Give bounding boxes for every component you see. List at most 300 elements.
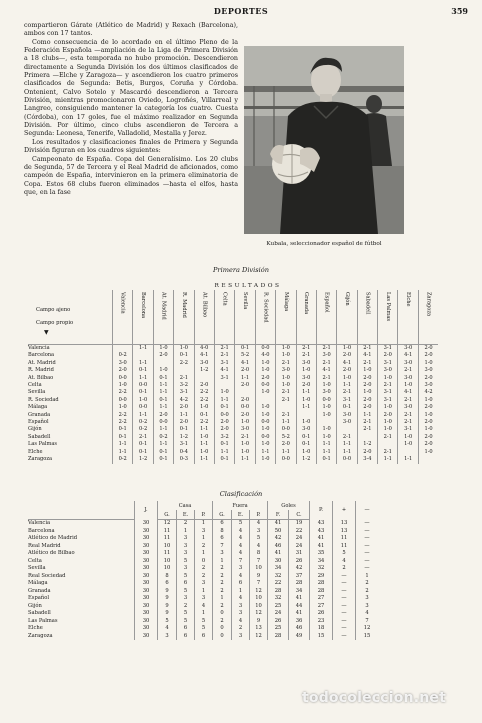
results-score: 4-1 [316,367,336,374]
results-score: 1-1 [337,382,357,389]
classification-cell-cg: 9 [158,610,177,618]
classification-cell-fp: 10 [250,595,268,603]
down-arrow-icon: ▼ [44,329,49,336]
results-score: 2-1 [337,389,357,396]
results-score: 2-0 [418,345,438,353]
results-score: 2-0 [357,397,377,404]
results-col-label: Sabadell [364,292,371,315]
results-row [28,345,438,353]
classification-cell-j: 30 [135,573,158,581]
results-row [28,352,438,359]
results-score: 1-0 [296,397,316,404]
results-col-header [316,290,336,345]
results-score: 2-1 [296,352,316,359]
results-score: 3-1 [378,389,398,396]
classification-cell-cp: 6 [195,633,213,641]
header-away-g: G. [213,510,232,520]
section-title-primera: Primera División [213,266,269,274]
results-col-header [133,290,153,345]
results-score: 2-2 [113,412,133,419]
results-score: 1-2 [194,367,214,374]
classification-team-name: Las Palmas [28,617,58,624]
results-score [194,375,214,382]
classification-cell-p: 29 [310,573,333,581]
header-points: P. [310,501,333,520]
classification-cell-cg: 9 [158,588,177,596]
classification-cell-fe: 4 [232,595,250,603]
header-goals-for: F. [268,510,289,520]
classification-cell-gc: 31 [289,550,310,558]
classification-cell-p: 32 [310,565,333,573]
running-title: DEPORTES [213,6,269,16]
results-score: 1-0 [255,404,275,411]
classification-cell-p: 43 [310,528,333,536]
results-score: 3-1 [214,375,234,382]
classification-cell-cp: 5 [195,618,213,626]
results-score: 4-1 [194,352,214,359]
results-col-header [337,290,357,345]
classification-cell-gf: 50 [268,528,289,536]
results-team-name: Sevilla [28,389,46,396]
header-home-g: G. [158,510,177,520]
classification-cell-cp: 0 [195,558,213,566]
classification-row [28,610,378,618]
results-score: 1-1 [357,412,377,419]
header-goals-against: C. [289,510,310,520]
header-fuera: Fuera [213,501,268,510]
results-score: 2-2 [113,419,133,426]
classification-cell-fp: 9 [250,618,268,626]
results-row [28,419,438,426]
results-score: 2-0 [357,449,377,456]
results-score: 2-1 [398,412,418,419]
classification-cell-ce: 3 [177,565,195,573]
classification-team-name: Celta [28,557,42,564]
classification-row [28,573,378,581]
results-col-header [418,290,438,345]
header-away-p: P. [250,510,268,520]
results-score: 2-1 [357,419,377,426]
results-banner: RESULTADOS [214,283,282,289]
classification-cell-cg: 4 [158,625,177,633]
classification-cell-gc: 24 [289,543,310,551]
classification-cell-cp: 2 [195,565,213,573]
results-score: 2-1 [276,360,296,367]
photo-caption: Kubala, seleccionador español de fútbol [266,241,382,247]
classification-cell-cg: 9 [158,603,177,611]
classification-cell-ce: 5 [177,558,195,566]
results-score: 2-1 [276,389,296,396]
results-score: 2-0 [357,382,377,389]
results-score: 2-1 [296,345,316,353]
classification-cell-p: 34 [310,558,333,566]
classification-cell-fg: 2 [213,573,232,581]
classification-cell-p: 23 [310,618,333,626]
watermark-logo: todocoleccion.net [302,690,447,706]
results-score: 4-1 [357,352,377,359]
header-home-p: P. [195,510,213,520]
classification-cell-cg: 12 [158,520,177,528]
results-score [174,367,194,374]
classification-cell-plus: — [333,595,356,603]
classification-row [28,558,378,566]
classification-cell-fe: 6 [232,580,250,588]
results-score: 4-1 [398,352,418,359]
classification-cell-plus: — [333,588,356,596]
classification-cell-fp: 7 [250,580,268,588]
results-col-label: At. Bilbao [201,292,208,318]
classification-cell-fp: 8 [250,550,268,558]
classification-table [28,501,378,640]
results-col-label: Granada [303,292,310,315]
results-score: 4-1 [398,389,418,396]
results-team-name: Málaga [28,404,48,411]
classification-team-name: Granada [28,587,51,594]
results-score: 1-0 [296,367,316,374]
classification-team-name: Gijón [28,602,42,609]
header-plus: + [333,501,356,520]
results-score: 0-1 [113,426,133,433]
results-score: 1-1 [133,360,153,367]
results-score: 3-0 [296,360,316,367]
results-score [113,345,133,353]
classification-cell-minus: 3 [356,595,379,603]
results-score: 0-1 [235,345,255,353]
results-score: 1-1 [214,397,234,404]
results-col-label: R. Madrid [180,292,187,318]
results-score [337,426,357,433]
results-score: 1-0 [255,360,275,367]
classification-cell-j: 30 [135,565,158,573]
results-score [316,419,336,426]
results-score: 2-1 [316,360,336,367]
classification-team-name: Atlético de Bilbao [28,550,75,556]
results-score: 1-2 [174,434,194,441]
results-score: 1-0 [418,360,438,367]
results-score: 2-0 [418,375,438,382]
results-score: 2-0 [153,352,173,359]
results-score: 1-0 [133,397,153,404]
results-team-name: Zaragoza [28,456,53,463]
results-score: 1-1 [337,449,357,456]
classification-cell-plus: — [333,603,356,611]
results-score: 3-1 [398,426,418,433]
classification-cell-fe: 7 [232,558,250,566]
classification-cell-cg: 10 [158,558,177,566]
results-score: 1-0 [113,382,133,389]
classification-header-row [28,501,378,510]
classification-cell-minus: — [356,528,379,536]
results-score: 0-1 [337,404,357,411]
classification-cell-fp: 10 [250,565,268,573]
classification-cell-gc: 36 [289,618,310,626]
results-score: 0-1 [153,449,173,456]
results-col-header [235,290,255,345]
classification-team-name: Atlético de Madrid [28,535,78,541]
results-score: 1-0 [255,389,275,396]
results-team-name: Elche [28,448,43,455]
corner-away-label: Campo ajeno [36,307,71,313]
results-score: 1-1 [153,441,173,448]
results-score: 2-1 [276,412,296,419]
results-score: 1-0 [235,441,255,448]
classification-cell-gf: 41 [268,520,289,528]
classification-row [28,565,378,573]
classification-cell-gf: 34 [268,565,289,573]
results-row [28,441,438,448]
results-score: 3-0 [296,426,316,433]
results-score: 1-0 [316,426,336,433]
classification-cell-gc: 41 [289,595,310,603]
results-score [398,449,418,456]
results-score: 2-1 [357,426,377,433]
results-col-label: Málaga [282,292,289,312]
classification-row [28,588,378,596]
classification-row [28,550,378,558]
results-score: 1-1 [133,345,153,353]
results-score: 2-0 [296,382,316,389]
corner-home-label: Campo propio [36,320,74,326]
results-score: 0-0 [276,426,296,433]
results-score: 0-1 [296,434,316,441]
results-score: 2-0 [337,367,357,374]
classification-cell-fg: 2 [213,603,232,611]
results-score: 2-0 [357,375,377,382]
results-score: 1-0 [378,375,398,382]
classification-cell-gf: 25 [268,625,289,633]
page-number: 359 [451,6,468,16]
results-corner [28,290,113,345]
classification-team-name: Zaragoza [28,632,53,639]
classification-cell-j: 30 [135,535,158,543]
classification-cell-minus: — [356,550,379,558]
results-header-row [28,290,438,345]
classification-cell-j: 30 [135,625,158,633]
classification-team-name: Elche [28,625,43,631]
results-team-name: Las Palmas [28,441,57,448]
results-score: 1-0 [418,412,438,419]
classification-cell-minus: 2 [356,588,379,596]
results-col-label: Celta [221,292,228,306]
classification-cell-gf: 30 [268,558,289,566]
classification-cell-fg: 2 [213,565,232,573]
classification-cell-p: 15 [310,633,333,641]
classification-cell-fe: 4 [232,550,250,558]
results-score: 0-2 [133,419,153,426]
classification-cell-cg: 9 [158,595,177,603]
section-title-clasificacion: Clasificación [219,490,263,498]
classification-cell-ce: 6 [177,625,195,633]
results-col-header [194,290,214,345]
classification-row [28,595,378,603]
results-score: 2-1 [398,367,418,374]
results-score [153,360,173,367]
classification-cell-ce: 5 [177,573,195,581]
results-score: 1-1 [276,449,296,456]
classification-cell-fg: 2 [213,580,232,588]
results-score: 1-0 [194,434,214,441]
classification-cell-plus: 13 [333,528,356,536]
classification-cell-minus: 7 [356,618,379,626]
classification-cell-minus: 4 [356,610,379,618]
results-score: 1-0 [255,441,275,448]
results-score: 2-1 [276,397,296,404]
results-score: 2-1 [398,419,418,426]
results-score: 2-0 [418,441,438,448]
results-score: 2-0 [235,367,255,374]
results-score: 1-0 [214,389,234,396]
classification-cell-plus: — [333,618,356,626]
classification-cell-cp: 1 [195,520,213,528]
results-score: 2-1 [316,375,336,382]
classification-cell-ce: 3 [177,550,195,558]
classification-cell-cp: 4 [195,603,213,611]
results-score: 1-0 [398,434,418,441]
results-score: 2-2 [174,360,194,367]
results-score: 1-0 [378,426,398,433]
results-score: 2-1 [316,345,336,353]
results-table [28,290,438,464]
results-score: 1-2 [357,441,377,448]
classification-row [28,633,378,641]
classification-cell-minus: 1 [356,573,379,581]
classification-cell-fp: 3 [250,528,268,536]
results-score: 0-1 [133,449,153,456]
paragraph: Los resultados y clasificaciones finales de Primera y Segunda División figuran en los cuadros siguientes: [24,138,238,155]
results-score: 0-2 [113,352,133,359]
results-score: 2-1 [133,434,153,441]
classification-team-name: Real Sociedad [28,572,66,579]
header-away-e: E. [232,510,250,520]
results-score: 2-0 [214,426,234,433]
results-col-header [153,290,173,345]
results-score: 1-0 [357,389,377,396]
results-score: 2-1 [174,375,194,382]
results-score: 3-2 [174,382,194,389]
results-score: 4-0 [255,352,275,359]
results-col-header [296,290,316,345]
results-score: 3-0 [398,375,418,382]
results-score: 0-0 [276,456,296,463]
results-col-header [214,290,234,345]
results-score: 1-0 [276,382,296,389]
classification-cell-ce: 6 [177,633,195,641]
results-score: 1-0 [194,449,214,456]
results-col-header [357,290,377,345]
classification-cell-ce: 2 [177,520,195,528]
results-score: 0-4 [174,449,194,456]
results-score: 2-0 [418,352,438,359]
results-score: 2-1 [378,434,398,441]
classification-cell-fe: 4 [232,543,250,551]
results-score: 2-0 [255,375,275,382]
results-score: 0-0 [337,456,357,463]
classification-cell-plus: — [333,625,356,633]
results-score: 3-0 [194,360,214,367]
results-score: 1-0 [418,449,438,456]
results-score: 1-1 [337,441,357,448]
classification-cell-p: 28 [310,588,333,596]
results-score: 1-1 [235,375,255,382]
results-score: 1-1 [398,456,418,463]
classification-cell-j: 30 [135,558,158,566]
results-score [133,352,153,359]
results-score: 1-0 [235,449,255,456]
results-score: 2-0 [276,441,296,448]
classification-team-name: Español [28,595,49,601]
results-col-label: R. Sociedad [262,292,269,323]
results-score: 3-1 [174,389,194,396]
results-score: 0-3 [174,456,194,463]
results-row [28,449,438,456]
classification-cell-fe: 4 [232,618,250,626]
results-score: 1-0 [255,367,275,374]
results-score: 5-2 [276,434,296,441]
results-score: 1-1 [296,389,316,396]
results-score: 0-0 [255,419,275,426]
results-score: 2-1 [378,382,398,389]
classification-cell-fe: 3 [232,565,250,573]
results-score: 0-0 [133,404,153,411]
results-team-name: Celta [28,382,42,389]
paragraph: Como consecuencia de lo acordado en el último Pleno de la Federación Española —ampliación de la Liga de Primera División a 18 clubs—, esta temporada no hubo promoción. Descendieron directamente a Segunda División los dos últimos clasificados de Primera —Elche y Zaragoza— y ascendieron los cuatro primeros clasificados de Segunda: Betis, Burgos, Coruña y Córdoba. Ontenient, Calvo Sotelo y Mascardó descendieron a Tercera División, mientras promocionaron Oviedo, Logroñés, Villarreal y Langreo, consiguiendo mantener la categoría los cuatro. Cuesta (Córdoba), con 17 goles, fue el máximo realizador en Segunda División. Por último, cinco clubs ascendieron de Tercera a Segunda: Leonesa, Tenerife, Valladolid, Mestalla y Jerez. [24,38,238,138]
classification-cell-cg: 3 [158,633,177,641]
classification-cell-fp: 7 [250,558,268,566]
classification-cell-gf: 28 [268,588,289,596]
results-col-header [378,290,398,345]
results-score: 2-2 [194,419,214,426]
results-score: 0-2 [133,426,153,433]
results-row [28,389,438,396]
results-score: 1-1 [174,412,194,419]
classification-cell-j: 30 [135,633,158,641]
results-score: 0-0 [255,345,275,353]
results-score: 4-1 [337,360,357,367]
classification-cell-gc: 22 [289,528,310,536]
results-score: 3-0 [398,345,418,353]
results-score: 1-1 [235,456,255,463]
results-score: 3-0 [418,382,438,389]
paragraph: compartieron Gárate (Atlético de Madrid) y Rexach (Barcelona), ambos con 17 tantos. [24,22,238,38]
results-score [235,389,255,396]
classification-cell-p: 27 [310,603,333,611]
classification-cell-gc: 24 [289,535,310,543]
results-team-name: At. Bilbao [28,374,54,381]
results-score: 2-2 [194,397,214,404]
results-col-label: Sevilla [242,292,249,310]
results-score [378,441,398,448]
results-score: 0-1 [133,441,153,448]
results-score: 0-1 [153,375,173,382]
results-score: 2-1 [214,352,234,359]
classification-cell-cg: 11 [158,535,177,543]
classification-cell-plus: 13 [333,520,356,528]
results-score: 1-0 [378,419,398,426]
results-score: 1-0 [296,419,316,426]
classification-cell-minus: 15 [356,633,379,641]
classification-cell-cg: 10 [158,565,177,573]
results-score: 3-0 [378,367,398,374]
classification-cell-j: 30 [135,603,158,611]
results-score: 3-0 [276,367,296,374]
classification-cell-fe: 4 [232,528,250,536]
classification-cell-p: 41 [310,535,333,543]
classification-cell-gf: 25 [268,603,289,611]
results-score: 3-0 [235,426,255,433]
classification-cell-fp: 4 [250,543,268,551]
classification-cell-minus: 12 [356,625,379,633]
classification-cell-minus: — [356,520,379,528]
